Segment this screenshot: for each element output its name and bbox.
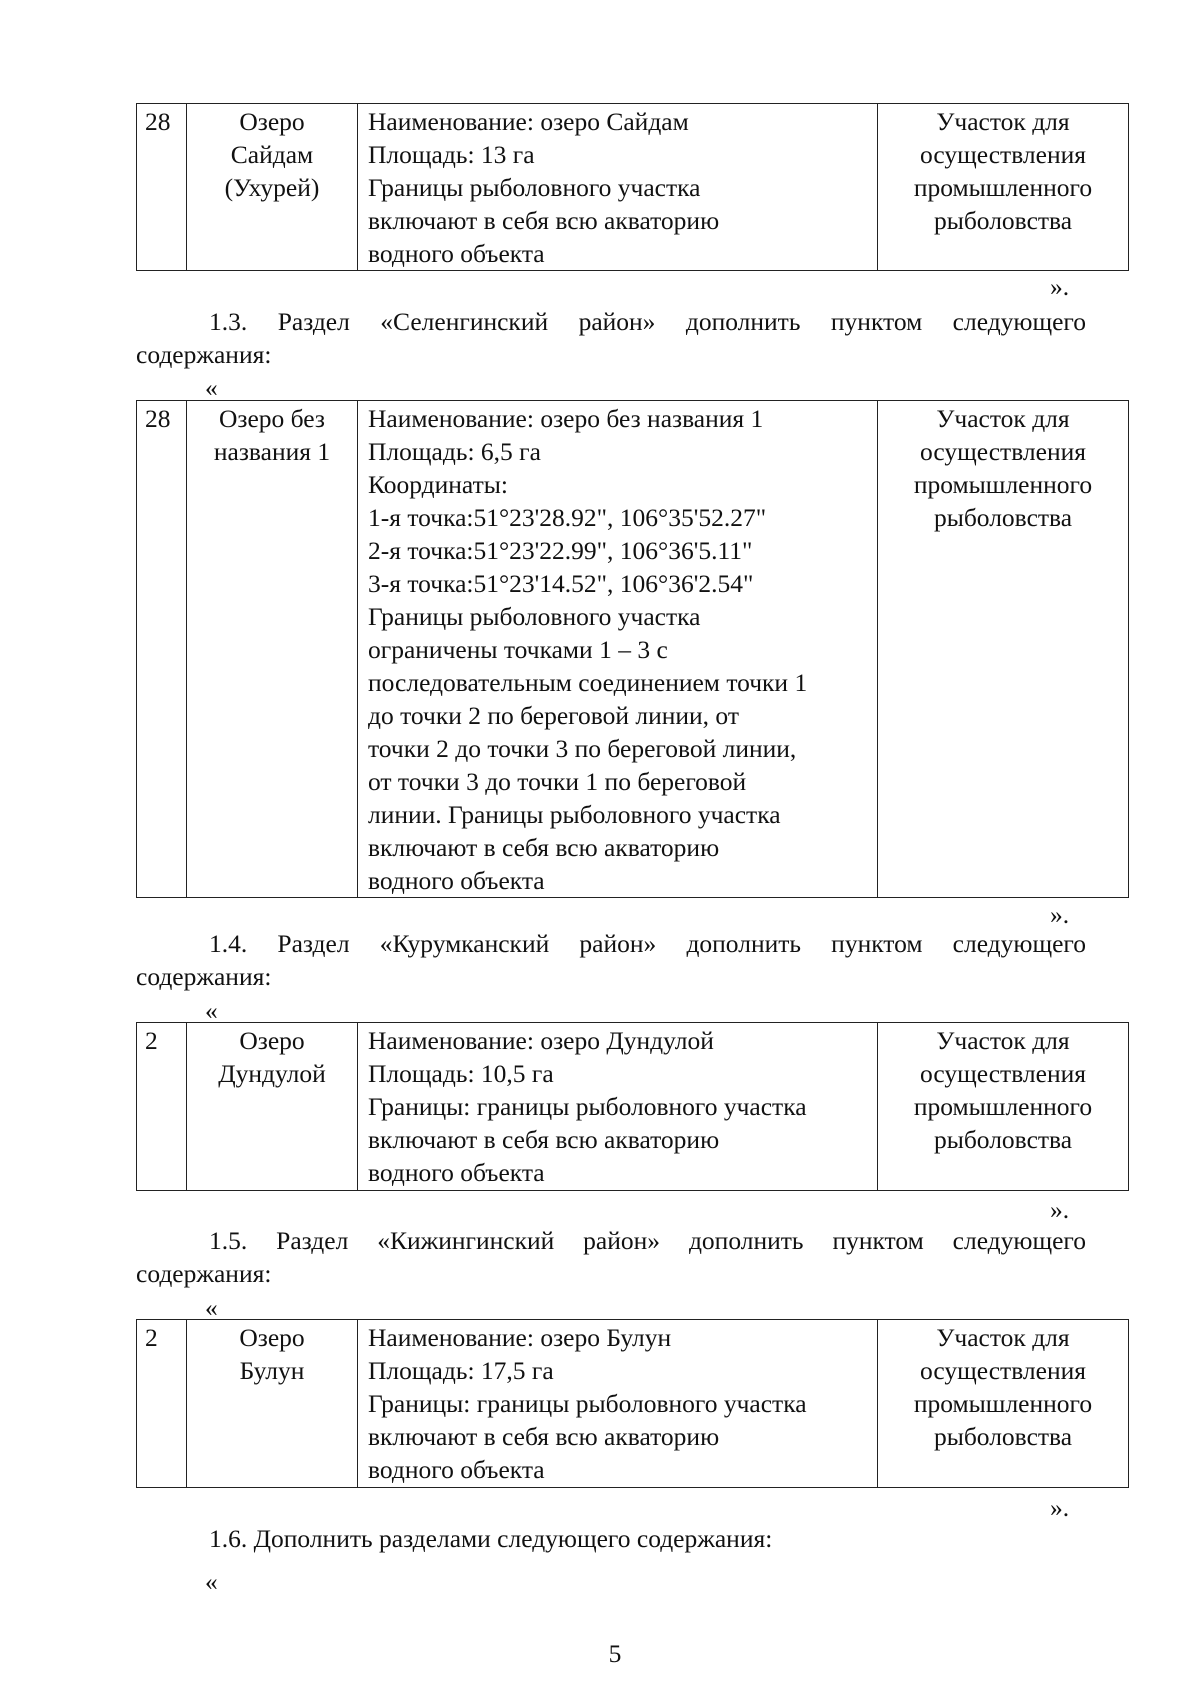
row-number: 2 (137, 1023, 187, 1191)
water-body-name: Озеро без названия 1 (187, 401, 358, 898)
fishing-site-table-bulun (136, 1319, 1129, 1488)
opening-quote: « (205, 1293, 218, 1322)
closing-quote: ». (1050, 272, 1070, 301)
closing-quote: ». (1050, 1493, 1070, 1522)
paragraph-1-4: 1.4. Раздел «Курумканский район» дополнить пунктом следующего содержания: (136, 929, 1086, 991)
row-number: 2 (137, 1320, 187, 1488)
paragraph-1-6: 1.6. Дополнить разделами следующего содержания: (209, 1524, 773, 1553)
site-description: Наименование: озеро Дундулой Площадь: 10,5 га Границы: границы рыболовного участка включают в себя всю акваторию водного объекта (358, 1023, 878, 1191)
closing-quote: ». (1050, 1195, 1070, 1224)
water-body-name: Озеро Булун (187, 1320, 358, 1488)
site-purpose: Участок для осуществления промышленного рыболовства (878, 1023, 1129, 1191)
water-body-name: Озеро Дундулой (187, 1023, 358, 1191)
water-body-name: Озеро Сайдам (Ухурей) (187, 104, 358, 271)
page-number: 5 (608, 1639, 622, 1668)
closing-quote: ». (1050, 900, 1070, 929)
opening-quote: « (205, 1567, 218, 1596)
row-number: 28 (137, 401, 187, 898)
site-purpose: Участок для осуществления промышленного рыболовства (878, 104, 1129, 271)
paragraph-1-3: 1.3. Раздел «Селенгинский район» дополнить пунктом следующего содержания: (136, 307, 1086, 369)
opening-quote: « (205, 373, 218, 402)
site-description: Наименование: озеро Булун Площадь: 17,5 га Границы: границы рыболовного участка включают в себя всю акваторию водного объекта (358, 1320, 878, 1488)
table-row (137, 401, 1129, 898)
table-row (137, 1320, 1129, 1488)
fishing-site-table-saydam (136, 103, 1129, 271)
row-number: 28 (137, 104, 187, 271)
paragraph-1-5: 1.5. Раздел «Кижингинский район» дополнить пунктом следующего содержания: (136, 1226, 1086, 1288)
fishing-site-table-unnamed-lake (136, 400, 1129, 898)
site-purpose: Участок для осуществления промышленного рыболовства (878, 401, 1129, 898)
site-description: Наименование: озеро Сайдам Площадь: 13 га Границы рыболовного участка включают в себя всю акваторию водного объекта (358, 104, 878, 271)
table-row (137, 104, 1129, 271)
opening-quote: « (205, 996, 218, 1025)
site-purpose: Участок для осуществления промышленного рыболовства (878, 1320, 1129, 1488)
site-description: Наименование: озеро без названия 1 Площадь: 6,5 га Координаты: 1-я точка:51°23'28.92", 106°35'52.27" 2-я точка:51°23'22.99", 106°36'5.11" 3-я точка:51°23'14.52", 106°36'2.54" Границы рыболовного участка ограничены точками 1 – 3 с последовательным соединением точки 1 до точки 2 по береговой линии, от точки 2 до точки 3 по береговой линии, от точки 3 до точки 1 по береговой линии. Границы рыболовного участка включают в себя всю акваторию водного объекта (358, 401, 878, 898)
table-row (137, 1023, 1129, 1191)
fishing-site-table-dundulоy (136, 1022, 1129, 1191)
